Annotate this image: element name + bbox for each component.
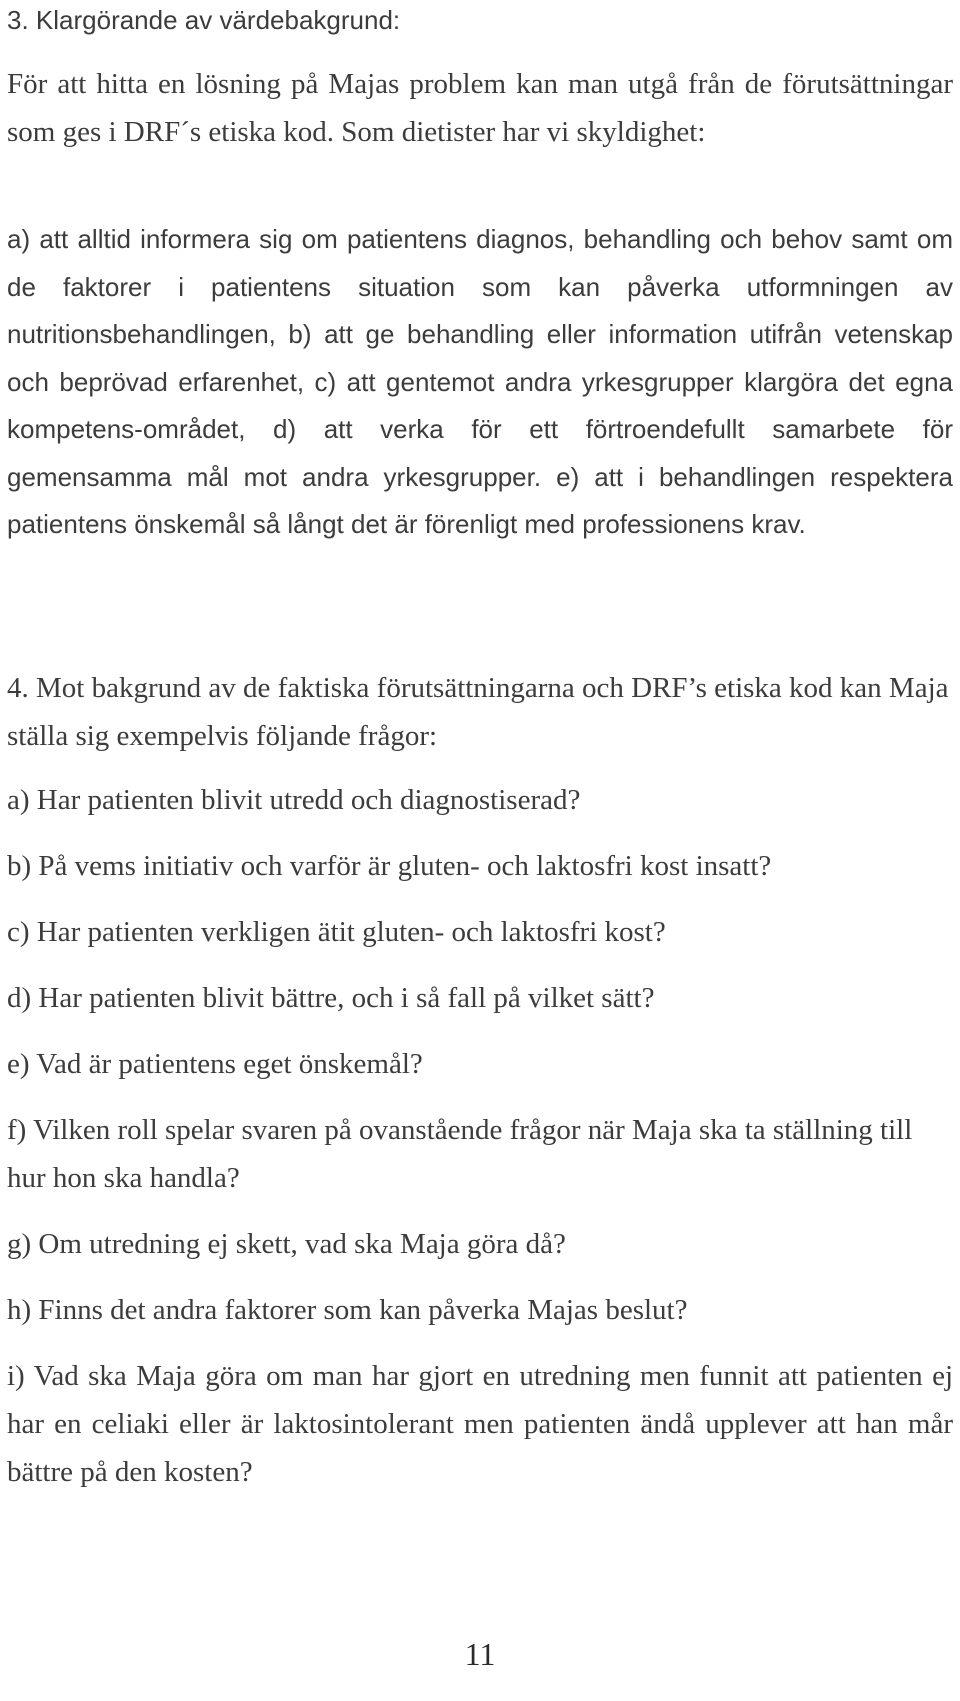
question-b: b) På vems initiativ och varför är gluten- och laktosfri kost insatt?	[7, 850, 772, 882]
question-d: d) Har patienten blivit bättre, och i så fall på vilket sätt?	[7, 982, 655, 1014]
section-3-heading: 3. Klargörande av värdebakgrund:	[7, 5, 401, 35]
question-e: e) Vad är patientens eget önskemål?	[7, 1048, 423, 1080]
question-a: a) Har patienten blivit utredd och diagnostiserad?	[7, 784, 581, 816]
question-h: h) Finns det andra faktorer som kan påverka Majas beslut?	[7, 1294, 688, 1326]
intro-paragraph: För att hitta en lösning på Majas problem kan man utgå från de förutsättningar som ges i DRF´s etiska kod. Som dietister har vi skyldighet:	[7, 68, 953, 148]
question-i: i) Vad ska Maja göra om man har gjort en utredning men funnit att patienten ej har en celiaki eller är laktosintolerant men patienten ändå upplever att han mår bättre på den kosten?	[7, 1360, 953, 1488]
duties-paragraph: a) att alltid informera sig om patientens diagnos, behandling och behov samt om de faktorer i patientens situation som kan påverka utformningen av nutritionsbehandlingen, b) att ge behandling eller information utifrån vetenskap och beprövad erfarenhet, c) att gentemot andra yrkesgrupper klargöra det egna kompetens-området, d) att verka för ett förtroendefullt samarbete för gemensamma mål mot andra yrkesgrupper. e) att i behandlingen respektera patientens önskemål så långt det är förenligt med professionens krav.	[7, 224, 953, 539]
question-c: c) Har patienten verkligen ätit gluten- och laktosfri kost?	[7, 916, 666, 948]
question-g: g) Om utredning ej skett, vad ska Maja göra då?	[7, 1228, 566, 1260]
page-number: 11	[464, 1636, 496, 1672]
section-4-heading: 4. Mot bakgrund av de faktiska förutsättningarna och DRF’s etiska kod kan Maja ställa sig exempelvis följande frågor:	[7, 672, 949, 752]
question-f: f) Vilken roll spelar svaren på ovanstående frågor när Maja ska ta ställning till hur hon ska handla?	[7, 1114, 913, 1194]
